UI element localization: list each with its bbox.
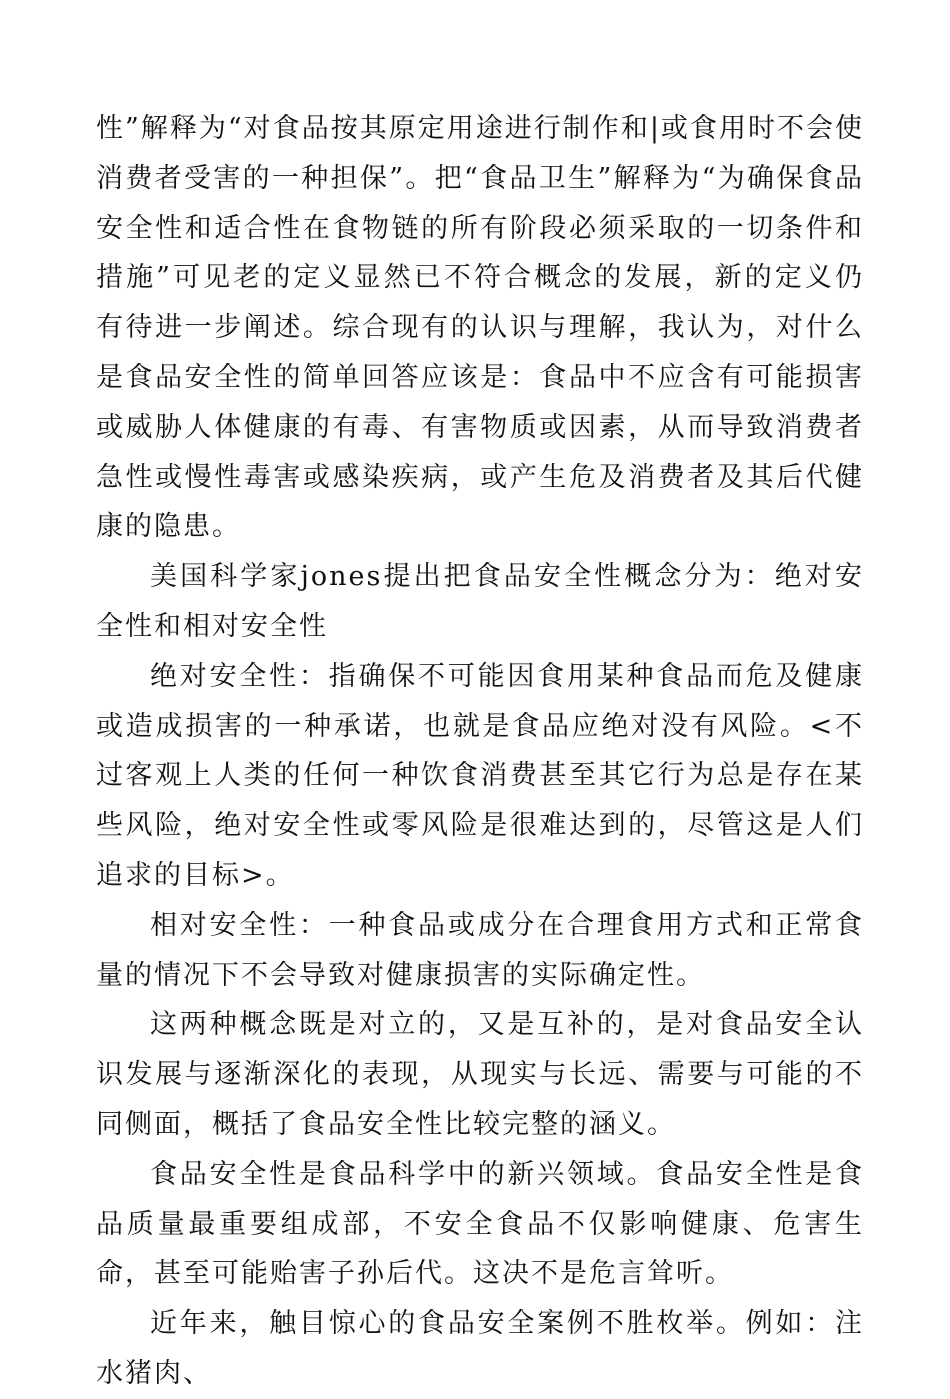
- paragraph-jones-concept: 美国科学家jones提出把食品安全性概念分为：绝对安全性和相对安全性: [96, 561, 864, 642]
- paragraph-emerging-field: 食品安全性是食品科学中的新兴领域。食品安全性是食品质量最重要组成部，不安全食品不仅影响健康、危害生命，甚至可能贻害子孙后代。这决不是危言耸听。: [96, 1158, 864, 1290]
- paragraph-relative-safety: 相对安全性：一种食品或成分在合理食用方式和正常食量的情况下不会导致对健康损害的实际确定性。: [96, 909, 864, 991]
- paragraph-two-concepts: 这两种概念既是对立的，又是互补的，是对食品安全认识发展与逐渐深化的表现，从现实与长远、需要与可能的不同侧面，概括了食品安全性比较完整的涵义。: [96, 1009, 864, 1140]
- paragraph-absolute-safety: 绝对安全性：指确保不可能因食用某种食品而危及健康或造成损害的一种承诺，也就是食品应绝对没有风险。<不过客观上人类的任何一种饮食消费甚至其它行为总是存在某些风险，绝对安全性或零风险是很难达到的，尽管这是人们追求的目标>。: [96, 660, 864, 891]
- paragraph-food-safety-definition: 性”解释为“对食品按其原定用途进行制作和|或食用时不会使消费者受害的一种担保”。把“食品卫生”解释为“为确保食品安全性和适合性在食物链的所有阶段必须采取的一切条件和措施”可见老的定义显然已不符合概念的发展，新的定义仍有待进一步阐述。综合现有的认识与理解，我认为，对什么是食品安全性的简单回答应该是：食品中不应含有可能损害或威胁人体健康的有毒、有害物质或因素，从而导致消费者急性或慢性毒害或感染疾病，或产生危及消费者及其后代健康的隐患。: [96, 113, 864, 543]
- paragraph-recent-cases: 近年来，触目惊心的食品安全案例不胜枚举。例如：注水猪肉、: [96, 1308, 864, 1389]
- document-body: [96, 104, 864, 1399]
